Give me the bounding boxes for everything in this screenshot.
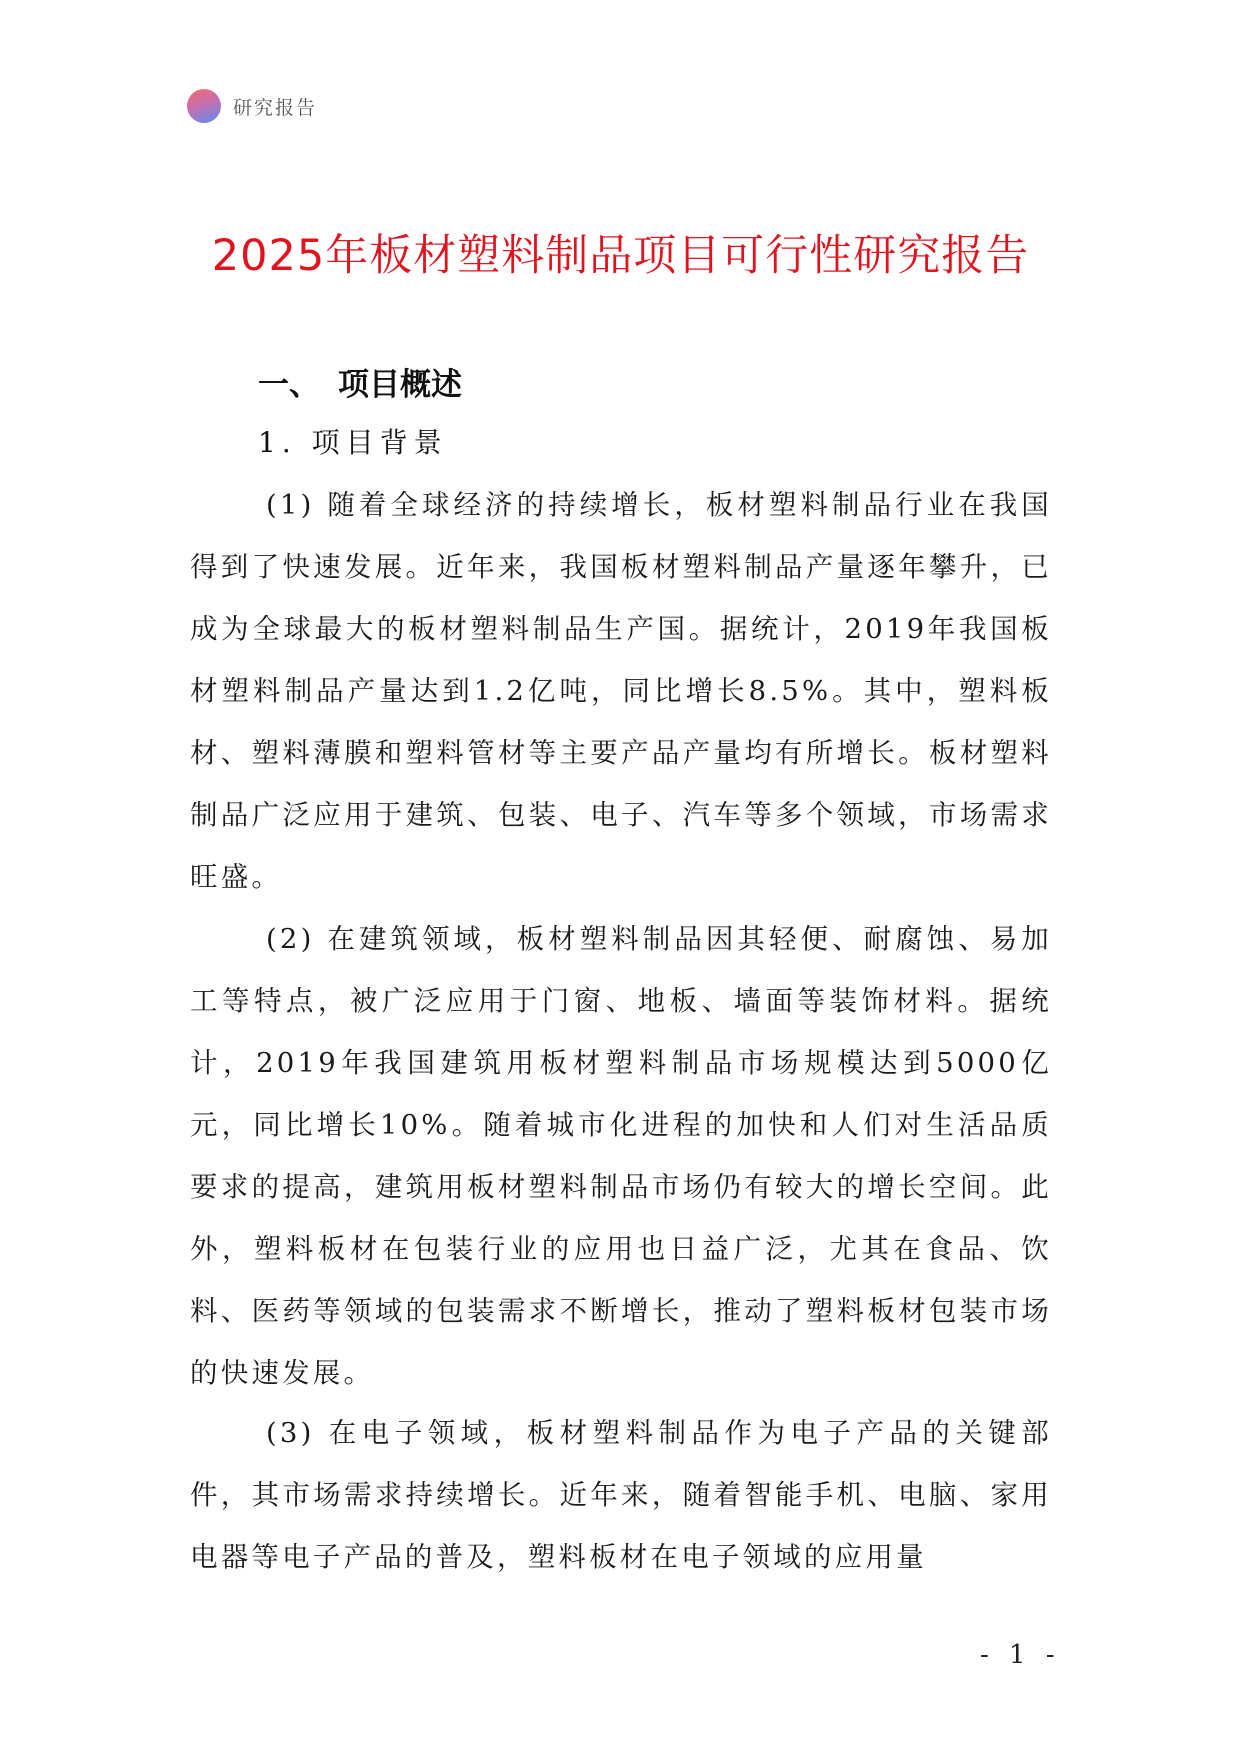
header-label: 研究报告: [233, 96, 318, 119]
page-header: [187, 88, 317, 124]
paragraph: (2) 在建筑领域，板材塑料制品因其轻便、耐腐蚀、易加工等特点，被广泛应用于门窗、地板、墙面等装饰材料。据统计，2019年我国建筑用板材塑料制品市场规模达到5000亿元，同比增长10%。随着城市化进程的加快和人们对生活品质要求的提高，建筑用板材塑料制品市场仍有较大的增长空间。此外，塑料板材在包装行业的应用也日益广泛，尤其在食品、饮料、医药等领域的包装需求不断增长，推动了塑料板材包装市场的快速发展。: [190, 923, 1052, 1389]
subsection-heading: 1. 项目背景: [258, 426, 448, 459]
section-heading: [258, 359, 462, 404]
section-title: 项目概述: [338, 367, 462, 403]
report-logo-icon: [187, 89, 221, 123]
document-title: 2025年板材塑料制品项目可行性研究报告: [211, 231, 1030, 281]
paragraph: (3) 在电子领域，板材塑料制品作为电子产品的关键部件，其市场需求持续增长。近年来，随着智能手机、电脑、家用电器等电子产品的普及，塑料板材在电子领域的应用量: [190, 1417, 1052, 1573]
section-number: 一、: [258, 367, 320, 403]
page-number: - 1 -: [980, 1640, 1061, 1670]
paragraph: (1) 随着全球经济的持续增长，板材塑料制品行业在我国得到了快速发展。近年来，我国板材塑料制品产量逐年攀升，已成为全球最大的板材塑料制品生产国。据统计，2019年我国板材塑料制品产量达到1.2亿吨，同比增长8.5%。其中，塑料板材、塑料薄膜和塑料管材等主要产品产量均有所增长。板材塑料制品广泛应用于建筑、包装、电子、汽车等多个领域，市场需求旺盛。: [190, 489, 1052, 893]
